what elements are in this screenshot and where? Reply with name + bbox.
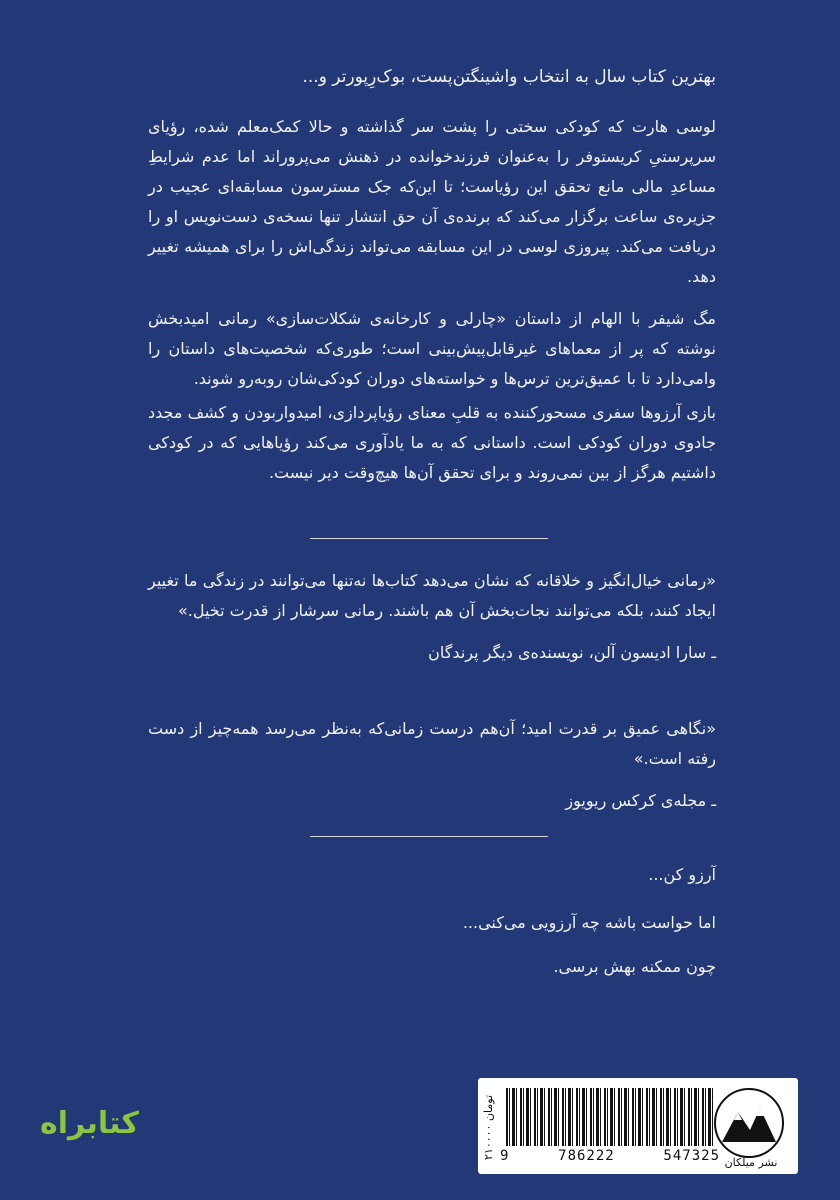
review-quote-2: «نگاهی عمیق بر قدرت امید؛ آن‌هم درست زمانی‌که به‌نظر می‌رسد همه‌چیز از دست رفته است.» xyxy=(148,719,716,768)
synopsis-paragraph-3: بازی آرزوها سفری مسحورکننده به قلبِ معنای رؤیاپردازی، امیدوار‌بودن و کشف مجدد جادوی دوران کودکی است. داستانی که به ما یادآوری می‌کند رؤیاهایی که در کودکی داشتیم هرگز از بین نمی‌روند و برای تحقق آن‌ها هیچ‌وقت دیر نیست. xyxy=(148,403,716,482)
isbn-part-1: 9 xyxy=(500,1148,510,1164)
divider-top xyxy=(310,538,548,539)
publisher-mountain-icon xyxy=(714,1088,784,1158)
publisher-name: نشر میلکان xyxy=(724,1156,778,1169)
closing-line-3: چون ممکنه بهش برسی. xyxy=(553,957,716,976)
barcode-panel xyxy=(478,1078,798,1174)
price-label: ۲۱۰۰۰۰ تومان xyxy=(482,1094,495,1160)
store-logo xyxy=(40,1096,190,1156)
closing-line-1: آرزو کن... xyxy=(648,865,716,884)
review-author-1: ـ سارا ادیسون آلن، نویسنده‌ی دیگر پرندگان xyxy=(428,643,716,662)
isbn-number xyxy=(500,1148,720,1164)
isbn-part-3: 547325 xyxy=(663,1148,720,1164)
review-author-2: ـ مجله‌ی کرکس ریویوز xyxy=(565,791,716,810)
review-quote-1: «رمانی خیال‌انگیز و خلاقانه که نشان می‌دهد کتاب‌ها نه‌تنها می‌توانند در زندگی ما تغییر ایجاد کنند، بلکه می‌توانند نجات‌بخش آن هم باشند. رمانی سرشار از قدرت تخیل.» xyxy=(148,571,716,620)
synopsis-paragraph-1: لوسی هارت که کودکی سختی را پشت سر گذاشته و حالا کمک‌معلم شده، رؤیای سرپرستیِ کریستوفر را به‌عنوان فرزندخوانده در ذهنش می‌پروراند اما عدم شرایطِ مساعدِ مالی مانع تحقق این رؤیاست؛ تا این‌که جک مسترسون مسابقه‌ای عجیب در جزیره‌ی ساعت برگزار می‌کند که برنده‌ی آن حق انتشار تنها نسخه‌ی دست‌نویس او را دریافت می‌کند. پیروزی لوسی در این مسابقه می‌تواند زندگی‌اش را برای همیشه تغییر دهد. xyxy=(148,117,716,286)
synopsis-paragraph-2: مگ شیفر با الهام از داستان «چارلی و کارخانه‌ی شکلات‌سازی» رمانی امیدبخش نوشته که پر از معماهای غیرقابل‌پیش‌بینی است؛ طوری‌که شخصیت‌های داستان را وامی‌دارد تا با عمیق‌ترین ترس‌ها و خواسته‌های دوران کودکی‌شان روبه‌رو شوند. xyxy=(148,309,716,388)
closing-line-2: اما حواست باشه چه آرزویی می‌کنی... xyxy=(462,913,716,932)
divider-bottom xyxy=(310,836,548,837)
headline: بهترین کتاب سال به انتخاب واشینگتن‌پست، بوک‌رِپورتر و... xyxy=(302,67,716,87)
barcode-bars xyxy=(506,1088,714,1146)
store-name: کتابراه xyxy=(40,1106,139,1141)
isbn-part-2: 786222 xyxy=(558,1148,615,1164)
